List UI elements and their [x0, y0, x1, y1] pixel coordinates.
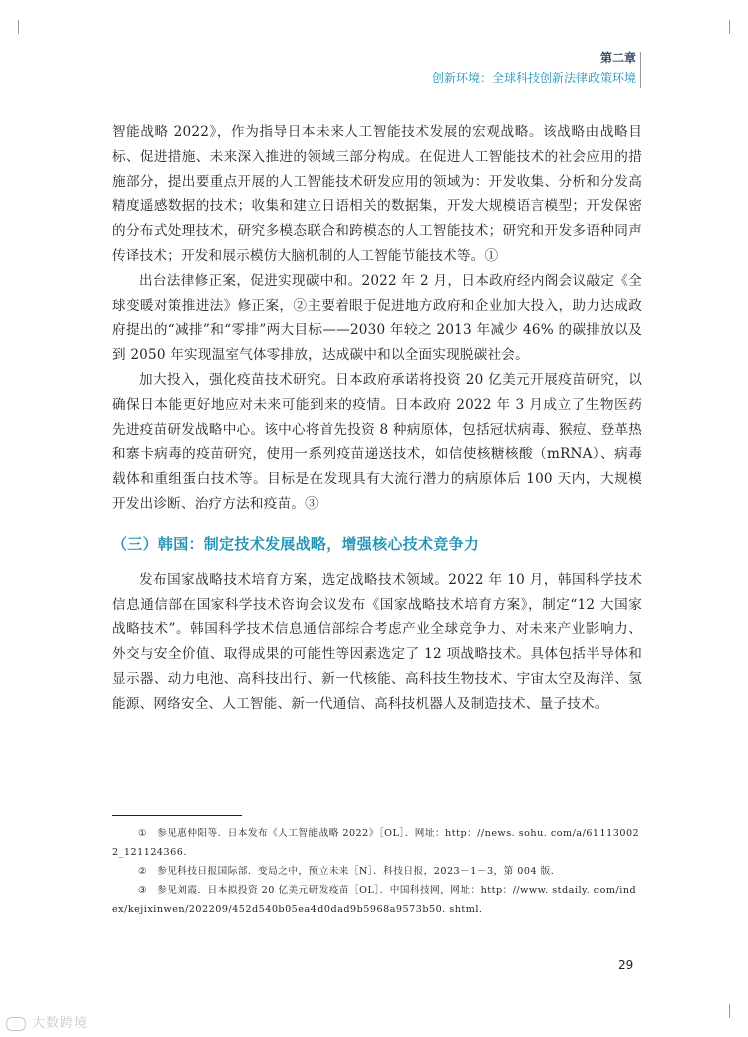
- footnote-number: ②: [138, 866, 148, 877]
- footnote-2: [112, 862, 642, 881]
- paragraph-japan-ai: [112, 120, 642, 269]
- footnote-1: [112, 824, 642, 862]
- watermark-logo-icon: [6, 1017, 26, 1031]
- header-divider: [640, 52, 641, 88]
- main-text: [112, 120, 642, 717]
- footnote-number: ①: [138, 828, 148, 839]
- footnote-ref: ①: [484, 247, 499, 264]
- paragraph-japan-vaccine: [112, 368, 642, 517]
- paragraph-text: 智能战略 2022》，作为指导日本未来人工智能技术发展的宏观战略。该战略由战略目标、促进措施、未来深入推进的领域三部分构成。在促进人工智能技术的社会应用的措施部分，提出要重点开展的人工智能技术研发应用的领域为：开发收集、分析和分发高精度遥感数据的技术；收集和建立日语相关的数据集，开发大规模语言模型；开发保密的分布式处理技术，研究多模态联合和跨模态的人工智能技术；研究和开发多语种同声传译技术；开发和展示模仿大脑机制的人工智能节能技术等。: [112, 124, 642, 264]
- crop-mark-top-left: [18, 20, 19, 34]
- paragraph-text-continued: 主要着眼于促进地方政府和企业加大投入，助力达成政府提出的“减排”和“零排”两大目标——2030 年较之 2013 年减少 46% 的碳排放以及到 2050 年实现温室气体零排放，达成碳中和以全面实现脱碳社会。: [112, 297, 642, 364]
- footnote-text: 参见刘霞．日本拟投资 20 亿美元研发疫苗［OL］．中国科技网，网址：http：//www. stdaily. com/index/kejixinwen/202209/452d540b05ea4d0dad9b5968a9573b50. shtml.: [112, 885, 637, 915]
- footnote-separator: [112, 815, 242, 816]
- watermark-text: 大数跨境: [32, 1016, 89, 1031]
- footnote-ref: ③: [305, 495, 319, 512]
- crop-mark-top-right: [729, 20, 730, 34]
- running-header: [432, 50, 636, 87]
- footnote-number: ③: [138, 885, 148, 896]
- footnote-text: 参见科技日报国际部．变局之中，预立未来［N］．科技日报，2023－1－3，第 004 版．: [157, 866, 561, 877]
- watermark: [6, 1012, 88, 1031]
- chapter-label: 第二章: [599, 51, 636, 65]
- paragraph-japan-carbon: [112, 269, 642, 368]
- chapter-subtitle: 创新环境：全球科技创新法律政策环境: [431, 71, 636, 85]
- page-number: 29: [618, 958, 634, 972]
- footnotes: [112, 824, 642, 919]
- section-heading-korea: （三）韩国：制定技术发展战略，增强核心技术竞争力: [112, 534, 480, 553]
- footnote-ref: ②: [293, 297, 308, 314]
- footnote-text: 参见惠仲阳等．日本发布《人工智能战略 2022》［OL］．网址：http：//news. sohu. com/a/611130022_121124366.: [112, 828, 640, 858]
- crop-mark-bottom-right: [729, 1004, 730, 1018]
- paragraph-text: 加大投入，强化疫苗技术研究。日本政府承诺将投资 20 亿美元开展疫苗研究，以确保日本能更好地应对未来可能到来的疫情。日本政府 2022 年 3 月成立了生物医药先进疫苗研发战略中心。该中心将首先投资 8 种病原体，包括冠状病毒、猴痘、登革热和寨卡病毒的疫苗研究，使用一系列疫苗递送技术，如信使核糖核酸（mRNA）、病毒载体和重组蛋白技术等。目标是在发现具有大流行潜力的病原体后 100 天内，大规模开发出诊断、治疗方法和疫苗。: [112, 371, 642, 512]
- paragraph-text: 出台法律修正案，促进实现碳中和。2022 年 2 月，日本政府经内阁会议敲定《全球变暖对策推进法》修正案，: [112, 272, 642, 314]
- footnote-3: [112, 881, 642, 919]
- paragraph-korea-strategy: 发布国家战略技术培育方案，选定战略技术领域。2022 年 10 月，韩国科学技术信息通信部在国家科学技术咨询会议发布《国家战略技术培育方案》，制定“12 大国家战略技术”。韩国科学技术信息通信部综合考虑产业全球竞争力、对未来产业影响力、外交与安全价值、取得成果的可能性等因素选定了 12 项战略技术。具体包括半导体和显示器、动力电池、高科技出行、新一代核能、高科技生物技术、宇宙太空及海洋、氢能源、网络安全、人工智能、新一代通信、高科技机器人及制造技术、量子技术。: [112, 571, 642, 712]
